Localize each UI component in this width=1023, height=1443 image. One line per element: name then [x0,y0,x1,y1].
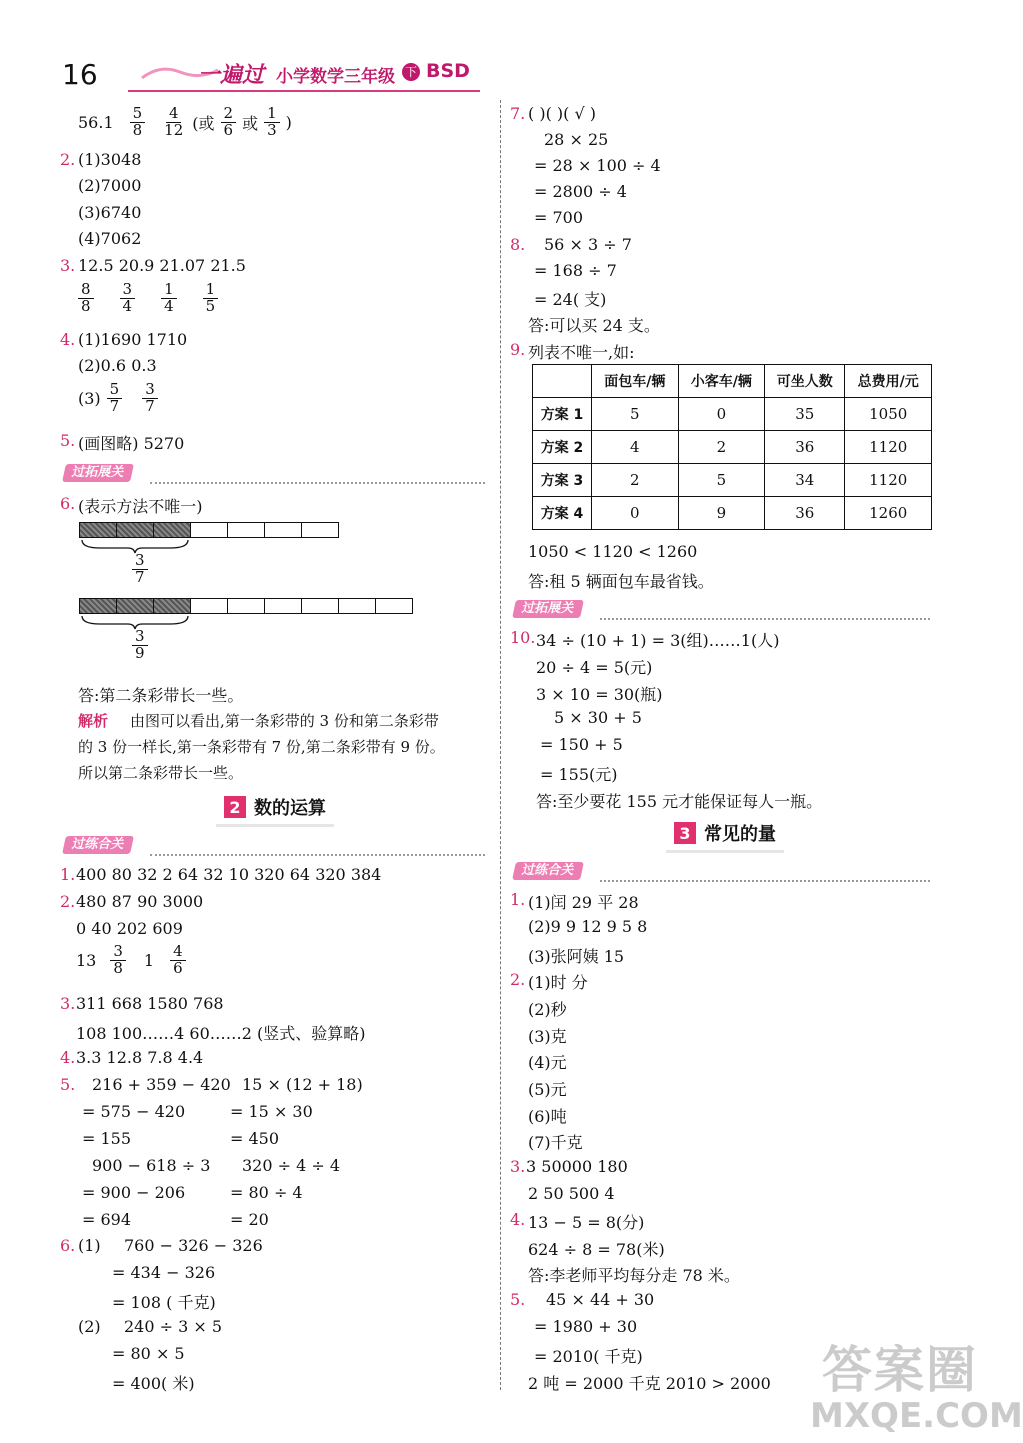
bar-cell [79,522,117,538]
section-badge: 3 [674,822,696,844]
q-number: 4. [60,1048,76,1067]
q-number: 4. [60,330,76,349]
table-cell: 方案 1 [533,398,592,431]
bar-cell [227,598,265,614]
fraction: $\frac{3}{8}$ [110,944,126,977]
volume-mark: 下 [402,63,420,81]
q-number: 2. [510,970,526,989]
bar-cell [338,598,376,614]
l1-or: (或 [192,113,215,133]
calc-line: = 150 + 5 [540,735,623,754]
calc-line: 20 ÷ 4 = 5(元) [536,658,653,677]
table-cell: 1120 [845,431,932,464]
fraction: $\frac{5}{7}$ [107,382,123,415]
q-number: 5. [60,431,76,450]
section-title: 数的运算 [254,798,326,819]
table-header-row [533,365,932,398]
dotted-rule [600,618,930,620]
calc-line: 56 × 3 ÷ 7 [544,235,632,254]
table-cell: 方案 3 [533,464,592,497]
subject-title: 小学数学三年级 [276,67,395,87]
answer-line: 2 吨 = 2000 千克 2010 > 2000 [528,1374,771,1393]
calc-line: = 155(元) [540,765,618,784]
bar-cell [264,522,302,538]
column-divider [500,100,501,1390]
table-cell: 36 [765,497,845,530]
calc-line: 5 × 30 + 5 [554,708,642,727]
analysis-text: 的 3 份一样长,第一条彩带有 7 份,第二条彩带有 9 份。 [78,738,445,756]
table-cell: 4 [592,431,679,464]
part-label: (1) [78,1236,101,1255]
calc-line: 624 ÷ 8 = 78(米) [528,1240,665,1259]
section-badge: 2 [224,796,246,818]
part-label: (3) [78,388,101,408]
calc-line: = 575 − 420 [82,1102,186,1121]
fraction: $\frac{1}{5}$ [203,282,219,315]
calc-line: = 700 [534,208,584,227]
answer-line: (1)1690 1710 [78,330,188,349]
analysis-label: 解析 [78,712,109,730]
page-number: 16 [62,58,98,91]
answer-line: (表示方法不唯一) [78,497,203,516]
ribbon-bar-9 [80,598,413,614]
answer-line: (3)克 [528,1027,567,1046]
q-number: 1. [510,890,526,909]
answer-line: (7)千克 [528,1133,583,1152]
answer-line: (4)7062 [78,229,142,248]
bar-cell [153,598,191,614]
answer-line: (2)0.6 0.3 [78,356,157,375]
table-cell: 方案 2 [533,431,592,464]
answer-line: ( )( )( √ ) [528,104,596,123]
answer-line: 答:可以买 24 支。 [528,316,660,335]
calc-line: 28 × 25 [544,130,609,149]
answer-line: (5)元 [528,1080,567,1099]
fraction: $\frac{3}{9}$ [132,629,148,662]
answer-line: 1050 < 1120 < 1260 [528,542,698,561]
calc-line: = 400( 米) [112,1374,195,1393]
bar-cell [375,598,413,614]
answer-line: (2)9 9 12 9 5 8 [528,917,648,936]
q-number: 5. [510,1290,526,1309]
fraction: $\frac{3}{4}$ [120,282,136,315]
answer-line: 2 50 500 4 [528,1184,615,1203]
section-heading-3 [666,816,784,853]
table-cell: 1050 [845,398,932,431]
answer-line: 311 668 1580 768 [76,994,224,1013]
bar-cell [190,522,228,538]
answer-line: 12.5 20.9 21.07 21.5 [78,256,246,275]
calc-line: 13 − 5 = 8(分) [528,1213,645,1232]
section-title: 常见的量 [704,824,776,845]
calc-line: = 155 [82,1129,132,1148]
answer-line: (1)时 分 [528,973,588,992]
table-cell: 0 [678,398,765,431]
answer-line: (3)张阿姨 15 [528,947,625,966]
answer-line: (4)元 [528,1053,567,1072]
calc-line: 45 × 44 + 30 [546,1290,655,1309]
bar-cell [153,522,191,538]
answer-line: 答:第二条彩带长一些。 [78,686,244,705]
dotted-rule [150,854,485,856]
plan-table [532,364,932,530]
q-number: 3. [60,994,76,1013]
calc-line: = 2800 ÷ 4 [534,182,627,201]
q-number: 9. [510,340,526,359]
q-number: 6. [60,1236,76,1255]
analysis-text: 由图可以看出,第一条彩带的 3 份和第二条彩带 [130,712,439,730]
edition: BSD [426,60,470,82]
answer-line: (6)吨 [528,1107,567,1126]
answer-line: 答:至少要花 155 元才能保证每人一瓶。 [536,792,823,811]
table-cell: 0 [592,497,679,530]
answer-line: 0 40 202 609 [76,919,183,938]
bar-cell [301,522,339,538]
table-row [533,398,932,431]
answer-value: 1 [143,950,155,970]
calc-line: 760 − 326 − 326 [124,1236,263,1255]
q3-fractions [72,282,224,315]
fraction: $\frac{3}{7}$ [142,382,158,415]
calc-line: 240 ÷ 3 × 5 [124,1317,223,1336]
fraction: $\frac{4}{6}$ [170,944,186,977]
table-cell: 1260 [845,497,932,530]
answer-line: 3 50000 180 [526,1157,628,1176]
section-tag: 过拓展关 [62,464,134,482]
calc-line: = 28 × 100 ÷ 4 [534,156,661,175]
answer-line: 答:租 5 辆面包车最省钱。 [528,572,714,591]
watermark-url: MXQE.COM [810,1396,1023,1436]
table-header: 可坐人数 [765,365,845,398]
calc-line: 15 × (12 + 18) [242,1075,363,1094]
fraction: $\frac{2}{6}$ [221,106,237,139]
table-header: 总费用/元 [845,365,932,398]
calc-line: = 108 ( 千克) [112,1293,216,1312]
calc-line: = 20 [230,1210,269,1229]
fraction: $\frac{1}{4}$ [161,282,177,315]
fraction: $\frac{3}{7}$ [132,553,148,586]
calc-line: = 80 ÷ 4 [230,1183,303,1202]
watermark [810,1330,1023,1436]
answer-value: 13 [76,950,97,970]
answer-line: 480 87 90 3000 [76,892,204,911]
q-number: 2. [60,150,76,169]
calc-line: 34 ÷ (10 + 1) = 3(组)……1(人) [536,631,780,650]
analysis-text: 所以第二条彩带长一些。 [78,764,244,782]
bar-cell [116,598,154,614]
q-number: 6. [60,494,76,513]
answer-line: (1)闰 29 平 28 [528,893,639,912]
q-number: 8. [510,235,526,254]
calc-line: = 2010( 千克) [534,1347,643,1366]
table-header [533,365,592,398]
brand-logo: 一遍过 [198,63,265,88]
q-number: 3. [510,1157,526,1176]
left-line-1 [78,106,292,139]
calc-line: = 900 − 206 [82,1183,186,1202]
q4-part3 [78,382,164,415]
calc-line: 320 ÷ 4 ÷ 4 [242,1156,341,1175]
table-header: 小客车/辆 [678,365,765,398]
watermark-logo: 答案圈 [822,1341,978,1399]
fraction: $\frac{8}{8}$ [78,282,94,315]
fraction: $\frac{1}{3}$ [264,106,280,139]
table-header: 面包车/辆 [592,365,679,398]
answer-line: (3)6740 [78,203,142,222]
calc-line: 900 − 618 ÷ 3 [92,1156,211,1175]
section-heading-2 [216,790,334,827]
header-rule [128,90,480,92]
calc-line: = 24( 支) [534,290,607,309]
dotted-rule [150,482,485,484]
answer-line: 答:李老师平均每分走 78 米。 [528,1266,740,1285]
calc-line: 216 + 359 − 420 [92,1075,231,1094]
table-row [533,431,932,464]
table-row [533,497,932,530]
calc-line: = 450 [230,1129,280,1148]
answer-line: 108 100……4 60……2 (竖式、验算略) [76,1024,366,1043]
q-number: 5. [60,1075,76,1094]
part-label: (2) [78,1317,101,1336]
q-number: 3. [60,256,76,275]
calc-line: = 434 − 326 [112,1263,216,1282]
table-cell: 2 [592,464,679,497]
bar-cell [301,598,339,614]
l1-close: ) [285,112,292,132]
table-row [533,464,932,497]
dotted-rule [600,880,930,882]
bar-cell [79,598,117,614]
section-tag: 过拓展关 [512,600,584,618]
table-cell: 35 [765,398,845,431]
calc-line: = 1980 + 30 [534,1317,638,1336]
table-cell: 方案 4 [533,497,592,530]
header-brand [140,60,480,86]
table-cell: 5 [592,398,679,431]
table-cell: 2 [678,431,765,464]
ribbon-bar-7 [80,522,339,538]
calc-line: = 80 × 5 [112,1344,185,1363]
table-cell: 9 [678,497,765,530]
answer-line: (1)3048 [78,150,142,169]
fraction: $\frac{5}{8}$ [130,106,146,139]
bar-cell [190,598,228,614]
l1-or: 或 [242,113,259,133]
answer-line: (2)秒 [528,1000,567,1019]
section-tag: 过练合关 [512,862,584,880]
answer-line: 列表不唯一,如: [528,343,635,362]
bar-cell [116,522,154,538]
q-number: 1. [60,865,76,884]
table-cell: 36 [765,431,845,464]
calc-line: = 15 × 30 [230,1102,313,1121]
answer-line: (画图略) 5270 [78,434,185,453]
bar-cell [264,598,302,614]
calc-line: = 168 ÷ 7 [534,261,617,280]
q-number: 2. [60,892,76,911]
calc-line: 3 × 10 = 30(瓶) [536,685,663,704]
answer-line: 3.3 12.8 7.8 4.4 [76,1048,204,1067]
bar-cell [227,522,265,538]
l1-num: 56.1 [78,112,114,132]
table-cell: 1120 [845,464,932,497]
q-number: 7. [510,104,526,123]
q-number: 10. [510,628,536,647]
fraction: $\frac{4}{12}$ [164,104,184,139]
table-cell: 34 [765,464,845,497]
answer-line: (2)7000 [78,176,142,195]
q-number: 4. [510,1210,526,1229]
calc-line: = 694 [82,1210,132,1229]
table-cell: 5 [678,464,765,497]
answer-line: 400 80 32 2 64 32 10 320 64 320 384 [76,865,382,884]
s2-2c [76,944,192,977]
section-tag: 过练合关 [62,836,134,854]
